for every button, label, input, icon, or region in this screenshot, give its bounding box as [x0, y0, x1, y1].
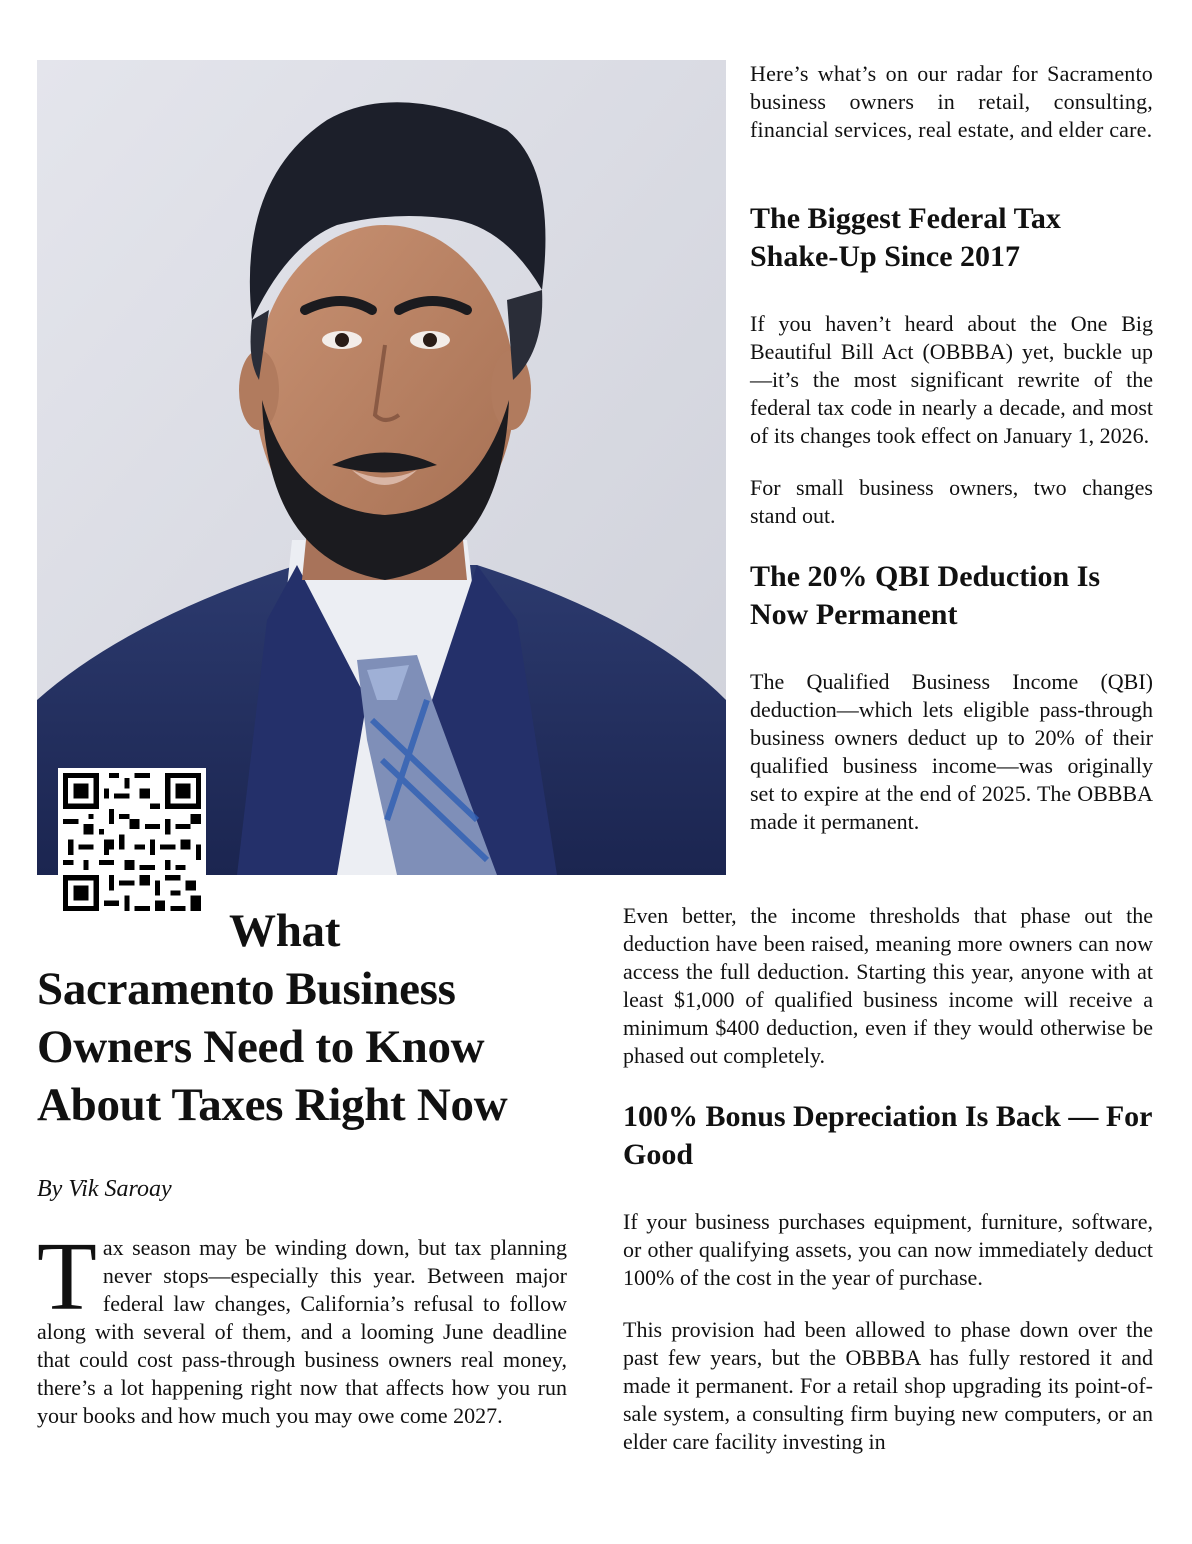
section-paragraph: If you haven’t heard about the One Big Beautiful Bill Act (OBBBA) yet, buckle up—it’s the most significant rewrite of the federal tax code in nearly a decade, and most of its changes took effect on January 1, 2026.	[750, 311, 1153, 448]
article-header	[37, 902, 567, 1430]
intro-paragraph: Here’s what’s on our radar for Sacramento business owners in retail, consulting, financial services, real estate, and elder care.	[750, 61, 1153, 142]
right-column-lower	[623, 902, 1153, 1456]
article-title	[37, 902, 567, 1134]
section-paragraph: The Qualified Business Income (QBI) deduction—which lets eligible pass-through business owners deduct up to 20% of their qualified business income—was originally set to expire at the end of 2025. The OBBBA made it permanent.	[750, 669, 1153, 834]
section-paragraph: For small business owners, two changes stand out.	[750, 475, 1153, 528]
drop-cap: T	[37, 1223, 97, 1331]
qr-code-icon[interactable]	[58, 768, 206, 916]
article-title-line1: What	[229, 905, 341, 957]
section-heading-depreciation: 100% Bonus Depreciation Is Back — For Good	[623, 1100, 1152, 1171]
section-paragraph: This provision had been allowed to phase down over the past few years, but the OBBBA has fully restored it and made it permanent. For a retail shop upgrading its point-of-sale system, a consulting firm buying new computers, or an elder care facility investing in	[623, 1317, 1153, 1454]
right-column-upper	[750, 60, 1153, 836]
byline: By Vik Saroay	[37, 1176, 172, 1202]
author-portrait-photo	[37, 60, 726, 875]
section-heading-qbi: The 20% QBI Deduction Is Now Permanent	[750, 560, 1101, 631]
lead-paragraph	[37, 1223, 567, 1430]
article-title-rest: Sacramento Business Owners Need to Know About Taxes Right Now	[37, 963, 508, 1131]
section-heading-federal: The Biggest Federal Tax Shake-Up Since 2017	[750, 202, 1061, 273]
section-paragraph: If your business purchases equipment, furniture, software, or other qualifying assets, you can now immediately deduct 100% of the cost in the year of purchase.	[623, 1209, 1153, 1290]
section-paragraph: Even better, the income thresholds that phase out the deduction have been raised, meaning more owners can now access the full deduction. Starting this year, anyone with at least $1,000 of qualified business income will receive a minimum $400 deduction, even if they would otherwise be phased out completely.	[623, 903, 1153, 1068]
lead-text: ax season may be winding down, but tax planning never stops—especially this year. Between major federal law changes, California’s refusal to follow along with several of them, and a looming June deadline that could cost pass-through business owners real money, there’s a lot happening right now that affects how you run your books and how much you may owe come 2027.	[37, 1235, 567, 1428]
